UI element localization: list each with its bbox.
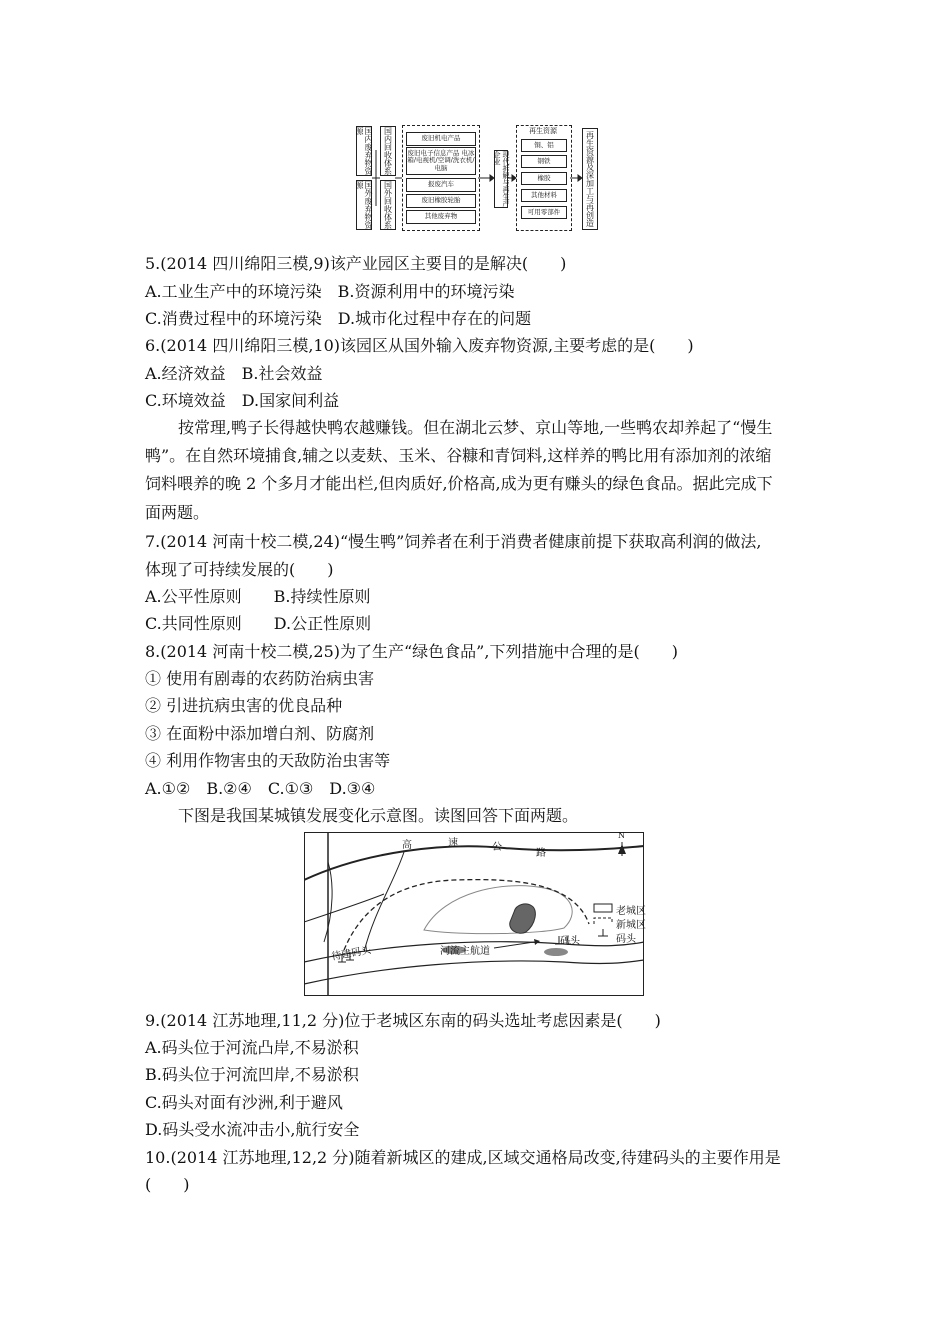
- passage1-line: 饲料喂养的晚 2 个多月才能出栏,但肉质好,价格高,成为更有赚头的绿色食品。据此完成下: [145, 474, 773, 493]
- domestic-source-box: [356, 126, 372, 176]
- recycled-item: [521, 155, 567, 168]
- q9-option-a: A.码头位于河流凸岸,不易淤积: [145, 1038, 359, 1057]
- flow-label: 橡胶: [537, 173, 551, 182]
- north-label: N: [618, 831, 625, 840]
- passage1-line: 面两题。: [145, 503, 210, 522]
- passage1-line: 按常理,鸭子长得越快鸭农越赚钱。但在湖北云梦、京山等地,一些鸭农却养起了“慢生: [178, 418, 773, 437]
- recycled-item: [521, 139, 567, 152]
- q5-stem: 5.(2014 四川绵阳三模,9)该产业园区主要目的是解决( ): [145, 254, 567, 273]
- q7-options-2: C.共同性原则 D.公正性原则: [145, 614, 372, 633]
- domestic-recovery-box: [380, 126, 396, 176]
- pending-dock-label: 待建码头: [330, 944, 372, 963]
- q9-option-c: C.码头对面有沙洲,利于避风: [145, 1093, 343, 1112]
- q8-item-2: ② 引进抗病虫害的优良品种: [145, 696, 343, 715]
- flow-label: 报废汽车: [428, 180, 454, 189]
- q6-options-1: A.经济效益 B.社会效益: [145, 364, 323, 383]
- highway-label: 速: [448, 838, 458, 849]
- flow-label: 废旧机电产品: [421, 134, 461, 143]
- waste-item: [406, 194, 476, 208]
- flow-label: 其他材料: [531, 190, 557, 199]
- flow-label: 其他废弃物: [424, 212, 458, 221]
- flow-label: 可用零部件: [527, 207, 561, 216]
- recycled-item: [521, 172, 567, 185]
- q10-stem-2: ( ): [145, 1175, 190, 1194]
- q8-options: A.①② B.②④ C.①③ D.③④: [145, 779, 376, 798]
- flow-label: 铜、铝: [534, 140, 554, 149]
- highway-label: 公: [492, 842, 502, 853]
- recycled-item: [521, 189, 567, 202]
- foreign-source-box: [356, 180, 372, 230]
- legend-old-town: 老城区: [616, 906, 646, 917]
- q7-stem-1: 7.(2014 河南十校二模,24)“慢生鸭”饲养者在利于消费者健康前提下获取高利润的做法,: [145, 532, 762, 551]
- flow-label: 国内废弃物资源: [355, 127, 373, 175]
- q8-item-1: ① 使用有剧毒的农药防治病虫害: [145, 669, 375, 688]
- output-box: [582, 128, 598, 230]
- q9-stem: 9.(2014 江苏地理,11,2 分)位于老城区东南的码头选址考虑因素是( ): [145, 1011, 661, 1030]
- q10-stem-1: 10.(2014 江苏地理,12,2 分)随着新城区的建成,区域交通格局改变,待建码头的主要作用是: [145, 1148, 781, 1167]
- highway-label: 路: [536, 848, 546, 859]
- q5-options-2: C.消费过程中的环境污染 D.城市化过程中存在的问题: [145, 309, 532, 328]
- highway-label: 高: [402, 840, 412, 851]
- town-development-map: [304, 832, 644, 996]
- q5-options-1: A.工业生产中的环境污染 B.资源利用中的环境污染: [145, 282, 515, 301]
- flow-label: 废旧橡胶轮胎: [421, 196, 461, 205]
- recycling-flow-diagram: [350, 122, 610, 234]
- dock-label: 码头: [560, 936, 580, 947]
- waste-item: [406, 210, 476, 224]
- river-channel-label: 河流主航道: [440, 946, 490, 957]
- q6-options-2: C.环境效益 D.国家间利益: [145, 391, 340, 410]
- flow-label: 国外回收体系: [383, 181, 393, 229]
- q9-option-d: D.码头受水流冲击小,航行安全: [145, 1120, 360, 1139]
- flow-label: 国外废弃物资源: [355, 181, 373, 229]
- legend-dock: 码头: [616, 934, 636, 945]
- flow-label: 废旧电子信息产品 电冰箱/电视机/空调/洗衣机/电脑: [407, 148, 475, 172]
- q6-stem: 6.(2014 四川绵阳三模,10)该园区从国外输入废弃物资源,主要考虑的是( ): [145, 336, 694, 355]
- flow-label: 国内回收体系: [383, 127, 393, 175]
- waste-item: [406, 132, 476, 146]
- q9-option-b: B.码头位于河流凹岸,不易淤积: [145, 1065, 359, 1084]
- processing-box: [494, 150, 508, 208]
- flow-label: 现代拆解与再生产企业: [493, 151, 510, 207]
- flow-label: 钢铁: [537, 156, 551, 165]
- q8-item-3: ③ 在面粉中添加增白剂、防腐剂: [145, 724, 375, 743]
- recycled-header: 再生资源: [529, 127, 557, 135]
- recycled-item: [521, 206, 567, 219]
- q8-item-4: ④ 利用作物害虫的天敌防治虫害等: [145, 751, 391, 770]
- waste-item: [406, 178, 476, 192]
- waste-item: [406, 147, 476, 175]
- passage2: 下图是我国某城镇发展变化示意图。读图回答下面两题。: [178, 806, 579, 825]
- map-drawing: [304, 832, 644, 996]
- q7-stem-2: 体现了可持续发展的( ): [145, 560, 334, 579]
- q7-options-1: A.公平性原则 B.持续性原则: [145, 587, 371, 606]
- legend-new-town: 新城区: [616, 920, 646, 931]
- flow-label: 再生资源及深加工与再创造: [585, 131, 595, 227]
- q8-stem: 8.(2014 河南十校二模,25)为了生产“绿色食品”,下列措施中合理的是( ): [145, 642, 678, 661]
- passage1-line: 鸭”。在自然环境捕食,辅之以麦麸、玉米、谷糠和青饲料,这样养的鸭比用有添加剂的浓缩: [145, 446, 772, 465]
- foreign-recovery-box: [380, 180, 396, 230]
